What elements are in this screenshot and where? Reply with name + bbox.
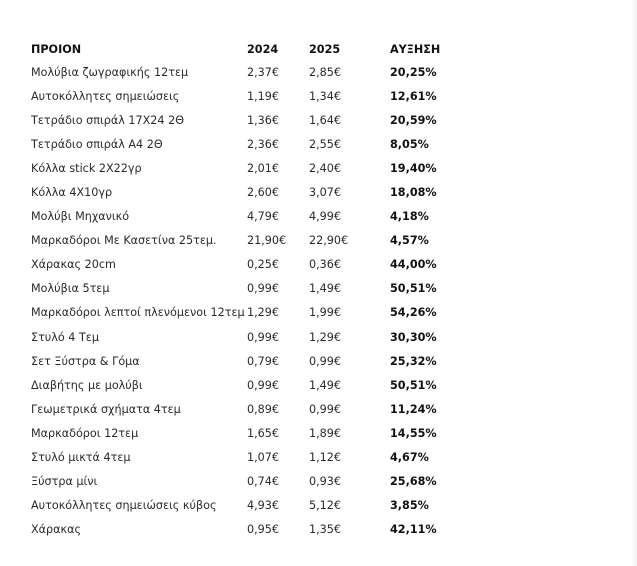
cell-product: Μαρκαδόροι Με Κασετίνα 25τεμ.	[31, 234, 217, 248]
cell-increase: 4,18%	[390, 210, 429, 224]
cell-price-2024: 21,90€	[247, 234, 287, 248]
cell-price-2024: 1,07€	[247, 451, 280, 465]
table-row	[31, 277, 460, 301]
cell-product: Διαβήτης με μολύβι	[31, 378, 143, 392]
header-year-2024: 2024	[247, 42, 279, 56]
cell-product: Τετράδιο σπιράλ Α4 2Θ	[31, 137, 163, 151]
cell-product: Σετ Ξύστρα & Γόμα	[31, 354, 140, 368]
cell-increase: 20,59%	[390, 113, 437, 127]
table-row	[31, 253, 460, 277]
cell-product: Μολύβι Μηχανικό	[31, 210, 130, 224]
cell-product: Μολύβια 5τεμ	[31, 282, 110, 296]
cell-product: Ξύστρα μίνι	[31, 475, 98, 489]
cell-price-2024: 0,74€	[247, 475, 280, 489]
cell-price-2024: 1,36€	[247, 113, 280, 127]
cell-price-2025: 4,99€	[309, 210, 342, 224]
table-row	[31, 205, 460, 229]
cell-product: Μαρκαδόροι λεπτοί πλενόμενοι 12τεμ	[31, 306, 245, 320]
cell-product: Μαρκαδόροι 12τεμ	[31, 426, 139, 440]
cell-price-2025: 2,55€	[309, 137, 342, 151]
table-row	[31, 349, 460, 373]
cell-product: Κόλλα 4Χ10γρ	[31, 186, 113, 200]
table-row	[31, 397, 460, 421]
cell-price-2025: 5,12€	[309, 499, 342, 513]
cell-increase: 50,51%	[390, 282, 437, 296]
table-header	[31, 38, 460, 60]
cell-price-2024: 0,99€	[247, 282, 280, 296]
cell-price-2025: 0,93€	[309, 475, 342, 489]
cell-increase: 30,30%	[390, 330, 437, 344]
table-row	[31, 373, 460, 397]
table-row	[31, 470, 460, 494]
cell-price-2024: 4,79€	[247, 210, 280, 224]
cell-increase: 50,51%	[390, 378, 437, 392]
cell-price-2025: 1,35€	[309, 523, 342, 537]
table-row	[31, 494, 460, 518]
cell-price-2025: 1,29€	[309, 330, 342, 344]
cell-price-2025: 1,64€	[309, 113, 342, 127]
cell-product: Στυλό 4 Τεμ	[31, 330, 99, 344]
cell-increase: 8,05%	[390, 137, 429, 151]
cell-price-2024: 2,01€	[247, 161, 280, 175]
table-row	[31, 156, 460, 180]
table-row	[31, 229, 460, 253]
cell-price-2024: 2,60€	[247, 186, 280, 200]
table-row	[31, 301, 460, 325]
cell-price-2024: 1,29€	[247, 306, 280, 320]
cell-price-2025: 0,36€	[309, 258, 342, 272]
cell-product: Τετράδιο σπιράλ 17Χ24 2Θ	[31, 113, 185, 127]
cell-increase: 42,11%	[390, 523, 437, 537]
cell-price-2025: 1,12€	[309, 451, 342, 465]
cell-price-2025: 0,99€	[309, 354, 342, 368]
table-row	[31, 421, 460, 445]
cell-increase: 19,40%	[390, 161, 437, 175]
table-row	[31, 180, 460, 204]
page-edge-shadow	[631, 0, 637, 566]
cell-price-2025: 1,99€	[309, 306, 342, 320]
cell-price-2024: 0,25€	[247, 258, 280, 272]
header-product: ΠΡΟΙΟΝ	[31, 42, 82, 56]
cell-price-2024: 4,93€	[247, 499, 280, 513]
cell-price-2024: 1,65€	[247, 426, 280, 440]
cell-price-2025: 2,40€	[309, 161, 342, 175]
header-row	[31, 38, 460, 60]
cell-increase: 3,85%	[390, 499, 429, 513]
table-body	[31, 60, 460, 542]
cell-price-2025: 1,49€	[309, 378, 342, 392]
cell-price-2025: 1,49€	[309, 282, 342, 296]
cell-increase: 4,67%	[390, 451, 429, 465]
table-row	[31, 84, 460, 108]
cell-price-2025: 0,99€	[309, 402, 342, 416]
table-row	[31, 325, 460, 349]
cell-increase: 14,55%	[390, 426, 437, 440]
cell-price-2025: 1,34€	[309, 89, 342, 103]
cell-price-2024: 1,19€	[247, 89, 280, 103]
cell-increase: 44,00%	[390, 258, 437, 272]
cell-increase: 18,08%	[390, 186, 437, 200]
table-row	[31, 60, 460, 84]
cell-increase: 25,68%	[390, 475, 437, 489]
cell-price-2024: 2,37€	[247, 65, 280, 79]
cell-price-2025: 22,90€	[309, 234, 349, 248]
cell-increase: 11,24%	[390, 402, 437, 416]
cell-price-2024: 0,95€	[247, 523, 280, 537]
header-year-2025: 2025	[309, 42, 341, 56]
cell-product: Γεωμετρικά σχήματα 4τεμ	[31, 402, 181, 416]
cell-increase: 54,26%	[390, 306, 437, 320]
cell-product: Αυτοκόλλητες σημειώσεις κύβος	[31, 499, 217, 513]
table-row	[31, 132, 460, 156]
cell-price-2025: 1,89€	[309, 426, 342, 440]
cell-price-2024: 0,99€	[247, 330, 280, 344]
cell-price-2025: 3,07€	[309, 186, 342, 200]
cell-product: Μολύβια ζωγραφικής 12τεμ	[31, 65, 189, 79]
cell-price-2024: 0,79€	[247, 354, 280, 368]
cell-increase: 20,25%	[390, 65, 437, 79]
cell-increase: 25,32%	[390, 354, 437, 368]
cell-price-2024: 2,36€	[247, 137, 280, 151]
cell-increase: 4,57%	[390, 234, 429, 248]
cell-price-2025: 2,85€	[309, 65, 342, 79]
table-row	[31, 108, 460, 132]
cell-price-2024: 0,99€	[247, 378, 280, 392]
cell-product: Στυλό μικτά 4τεμ	[31, 451, 131, 465]
price-comparison-table	[31, 38, 460, 542]
table-row	[31, 446, 460, 470]
cell-product: Κόλλα stick 2Χ22γρ	[31, 161, 142, 175]
cell-product: Χάρακας 20cm	[31, 258, 116, 272]
cell-increase: 12,61%	[390, 89, 437, 103]
header-increase: ΑΥΞΗΣΗ	[390, 42, 441, 56]
cell-product: Χάρακας	[31, 523, 82, 537]
cell-price-2024: 0,89€	[247, 402, 280, 416]
cell-product: Αυτοκόλλητες σημειώσεις	[31, 89, 180, 103]
table-row	[31, 518, 460, 542]
